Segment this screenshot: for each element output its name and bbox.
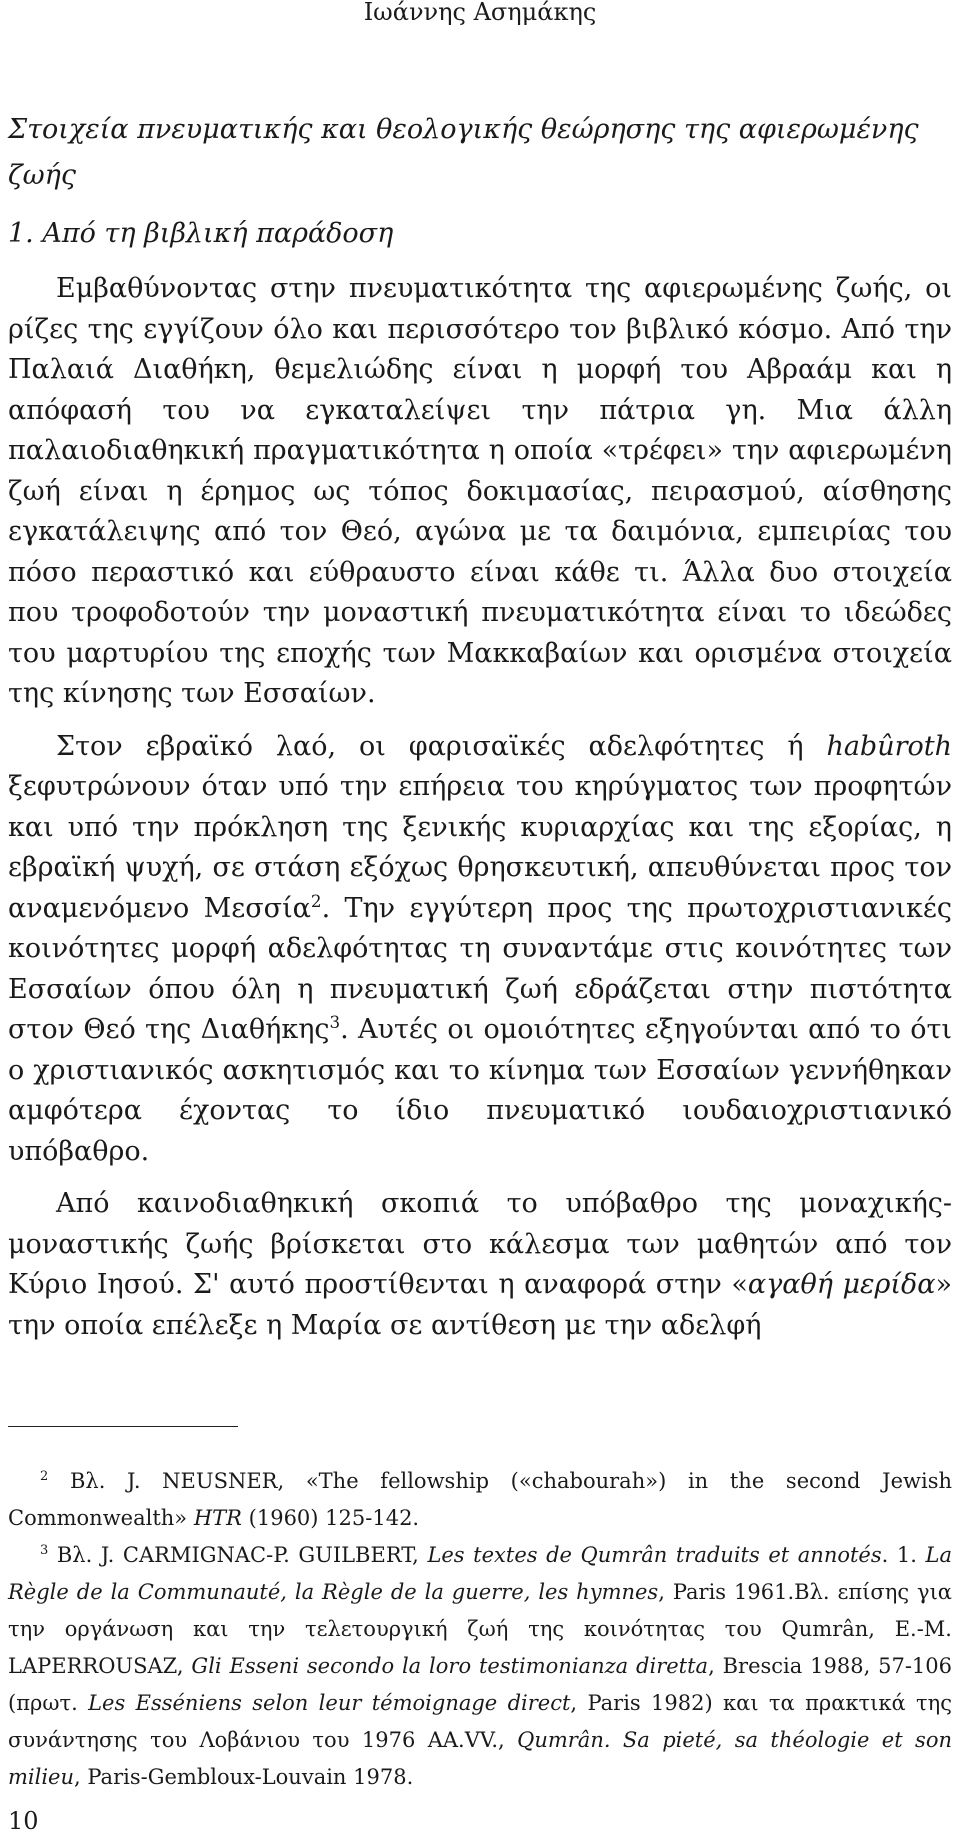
footnote-3-title-4: Les Esséniens selon leur témoignage direct — [88, 1691, 571, 1715]
paragraph-3 — [8, 1184, 952, 1346]
sub-heading: 1. Από τη βιβλική παράδοση — [8, 218, 394, 249]
footnote-3-title-2: La Règle de la Communauté, la Règle de la guerre, les hymnes — [8, 1543, 952, 1604]
footnote-3-number: 3 — [40, 1543, 49, 1558]
footnote-3-text-f: , Paris-Gembloux-Louvain 1978. — [74, 1765, 414, 1789]
footnote-2-number: 2 — [40, 1469, 49, 1484]
footnote-2-journal: HTR — [193, 1506, 242, 1530]
footnote-ref-2: 2 — [310, 890, 322, 911]
paragraph-1: Εμβαθύνοντας στην πνευματικότητα της αφιερωμένης ζωής, οι ρίζες της εγγίζουν όλο και περισσότερο τον βιβλικό κόσμο. Από την Παλαιά Διαθήκη, θεμελιώδης είναι η μορφή του Αβραάμ και η απόφασή του να εγκαταλείψει την πάτρια γη. Μια άλλη παλαιοδιαθηκική πραγματικότητα η οποία «τρέφει» την αφιερωμένη ζωή είναι η έρημος ως τόπος δοκιμασίας, πειρασμού, αίσθησης εγκατάλειψης από τον Θεό, αγώνα με τα δαιμόνια, εμπειρίας του πόσο περαστικό και εύθραυστο είναι κάθε τι. Άλλα δυο στοιχεία που τροφοδοτούν την μοναστική πνευματικότητα είναι το ιδεώδες του μαρτυρίου της εποχής των Μακκαβαίων και ορισμένα στοιχεία της κίνησης των Εσσαίων. — [8, 273, 952, 709]
footnote-3-text-e: , Paris 1982) και τα πρακτικά της συνάντησης του Λοβάνιου του 1976 AA.VV., — [8, 1691, 952, 1752]
running-header: Ιωάννης Ασημάκης — [363, 0, 597, 26]
footnote-3-title-1: Les textes de Qumrân traduits et annotés — [427, 1543, 882, 1567]
section-heading: Στοιχεία πνευματικής και θεολογικής θεώρησης της αφιερωμένης ζωής — [8, 114, 919, 191]
footnote-separator — [8, 1426, 238, 1427]
footnote-3-text-b: . 1. — [881, 1543, 926, 1567]
agathi-merida-phrase: αγαθή μερίδα — [747, 1269, 936, 1300]
paragraph-2-text-d: . Αυτές οι ομοιότητες εξηγούνται από το ότι ο χριστιανικός ασκητισμός και το κίνημα των Εσσαίων γεννήθηκαν αμφότερα έχοντας το ίδιο πνευματικό ιουδαιοχριστιανικό υπόβαθρο. — [8, 1014, 952, 1167]
paragraph-2 — [8, 727, 952, 1173]
footnote-2-text-b: (1960) 125-142. — [241, 1506, 420, 1530]
paragraph-3-text-b: » την οποία επέλεξε η Μαρία σε αντίθεση με την αδελφή — [8, 1269, 953, 1341]
paragraph-3-text-a: Από καινοδιαθηκική σκοπιά το υπόβαθρο της μοναχικής-μοναστικής ζωής βρίσκεται στο κάλεσμα των μαθητών από τον Κύριο Ιησού. Σ' αυτό προστίθενται η αναφορά στην « — [8, 1188, 952, 1300]
footnote-3 — [8, 1537, 952, 1796]
page-number: 10 — [8, 1807, 39, 1835]
footnotes — [8, 1463, 952, 1796]
paragraph-2-text-b: ξεφυτρώνουν όταν υπό την επήρεια του κηρύγματος των προφητών και υπό την πρόκληση της ξενικής κυριαρχίας και της εξορίας, η εβραϊκή ψυχή, σε στάση εξόχως θρησκευτική, απευθύνεται προς τον αναμενόμενο Μεσσία — [8, 771, 952, 924]
footnote-3-text-d: , Brescia 1988, 57-106 (πρωτ. — [8, 1654, 952, 1715]
haburoth-term: habûroth — [826, 730, 952, 762]
paragraph-2-text-a: Στον εβραϊκό λαό, οι φαρισαϊκές αδελφότητες ή — [56, 730, 827, 762]
footnote-3-title-5: Qumrân. Sa pieté, sa théologie et son milieu — [8, 1728, 953, 1789]
footnote-3-text-a: Βλ. J. CARMIGNAC-P. GUILBERT, — [48, 1543, 428, 1567]
footnote-3-title-3: Gli Esseni secondo la loro testimonianza diretta — [191, 1654, 709, 1678]
body-text — [8, 269, 952, 1346]
footnote-3-text-c: , Paris 1961.Βλ. επίσης για την οργάνωση και την τελετουργική ζωή της κοινότητας του Qumrân, E.-M. LAPERROUSAZ, — [8, 1580, 952, 1678]
footnote-2 — [8, 1463, 952, 1537]
footnote-ref-3: 3 — [329, 1012, 341, 1032]
footnote-2-text-a: Βλ. J. NEUSNER, «The fellowship («chabourah») in the second Jewish Commonwealth» — [8, 1469, 952, 1530]
paragraph-2-text-c: . Την εγγύτερη προς της πρωτοχριστιανικές κοινότητες μορφή αδελφότητας τη συναντάμε στις κοινότητες των Εσσαίων όπου όλη η πνευματική ζωή εδράζεται στην πιστότητα στον Θεό της Διαθήκης — [8, 892, 953, 1045]
